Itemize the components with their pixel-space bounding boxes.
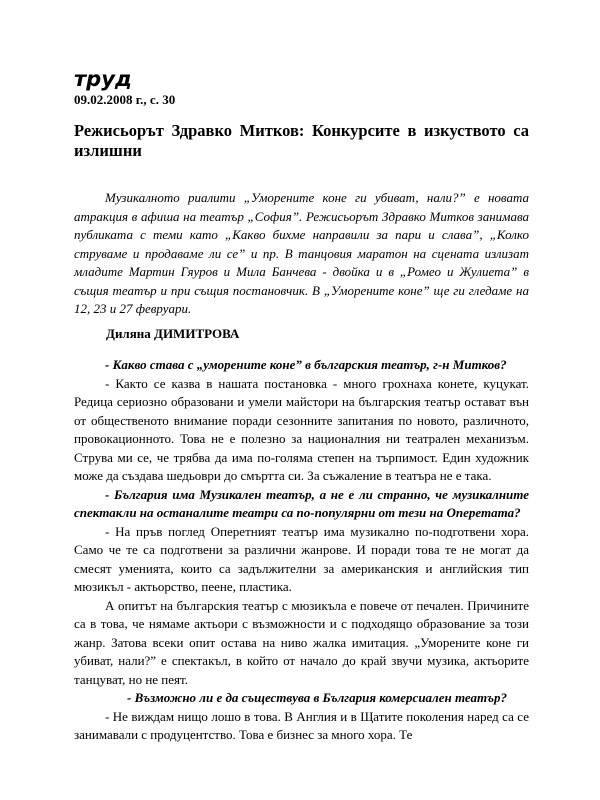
article-title: Режисьорът Здравко Митков: Конкурсите в изкуството са излишни xyxy=(74,121,529,160)
author-name: Диляна ДИМИТРОВА xyxy=(106,326,240,341)
answer-paragraph: - Както се казва в нашата постановка - много грохнаха конете, куцукат. Редица сериозно образовани и умели майстори на българския театър остават вън от общественото внимание поради сезонните запитания по новото, различното, провокационното. Това не е полезно за националния ни театрален механизъм. Струва ми се, че трябва да има по-голяма степен на търпимост. Един художник може да създава шедьоври до смъртта си. За съжаление в театъра не е така. xyxy=(74,375,529,483)
source-line: 09.02.2008 г., с. 30 xyxy=(74,92,176,107)
answer-paragraph: - На пръв поглед Оперетният театър има музикално по-подготвени хора. Само че те са подготвени за различни жанрове. И поради това те не могат да смесят уменията, които са задължителни за американския и английския тип мюзикъл - актьорство, пеене, пластика. xyxy=(74,523,529,594)
question-paragraph: - Какво става с „уморените коне” в българския театър, г-н Митков? xyxy=(105,357,507,372)
trud-logo xyxy=(74,66,134,92)
article-body xyxy=(74,356,529,745)
question-paragraph: - България има Музикален театър, а не е ли странно, че музикалните спектакли на останалите театри са по-популярни от тези на Оперетата? xyxy=(74,486,529,520)
answer-paragraph: - Не виждам нищо лошо в това. В Англия и в Щатите поколения наред са се занимавали с продуцентство. Това е бизнес за много хора. Те xyxy=(74,708,529,742)
question-paragraph: - Възможно ли е да съществува в България комерсиален театър? xyxy=(127,690,507,705)
logo-text: труд xyxy=(74,67,132,91)
answer-paragraph: А опитът на българския театър с мюзикъла е повече от печален. Причините са в това, че нямаме актьори с възможности и с подходящо образование за този жанр. Затова всеки опит остава на ниво жалка имитация. „Уморените коне ги убиват, нали?” е спектакъл, в който от начало до край звучи музика, актьорите танцуват, но не пеят. xyxy=(74,597,529,687)
article-lead: Музикалното риалити „Уморените коне ги убиват, нали?” е новата атракция в афиша на театър „София”. Режисьорът Здравко Митков занимава публиката с теми като „Какво бихме направили за пари и слава”, „Колко струваме и продаваме ли се” и пр. В танцовия маратон на сцената излизат младите Мартин Гяуров и Мила Банчева - двойка и в „Ромео и Жулиета” в същия театър и при същия постановчик. В „Уморените коне” ще ги гледаме на 12, 23 и 27 февруари. xyxy=(74,190,529,316)
